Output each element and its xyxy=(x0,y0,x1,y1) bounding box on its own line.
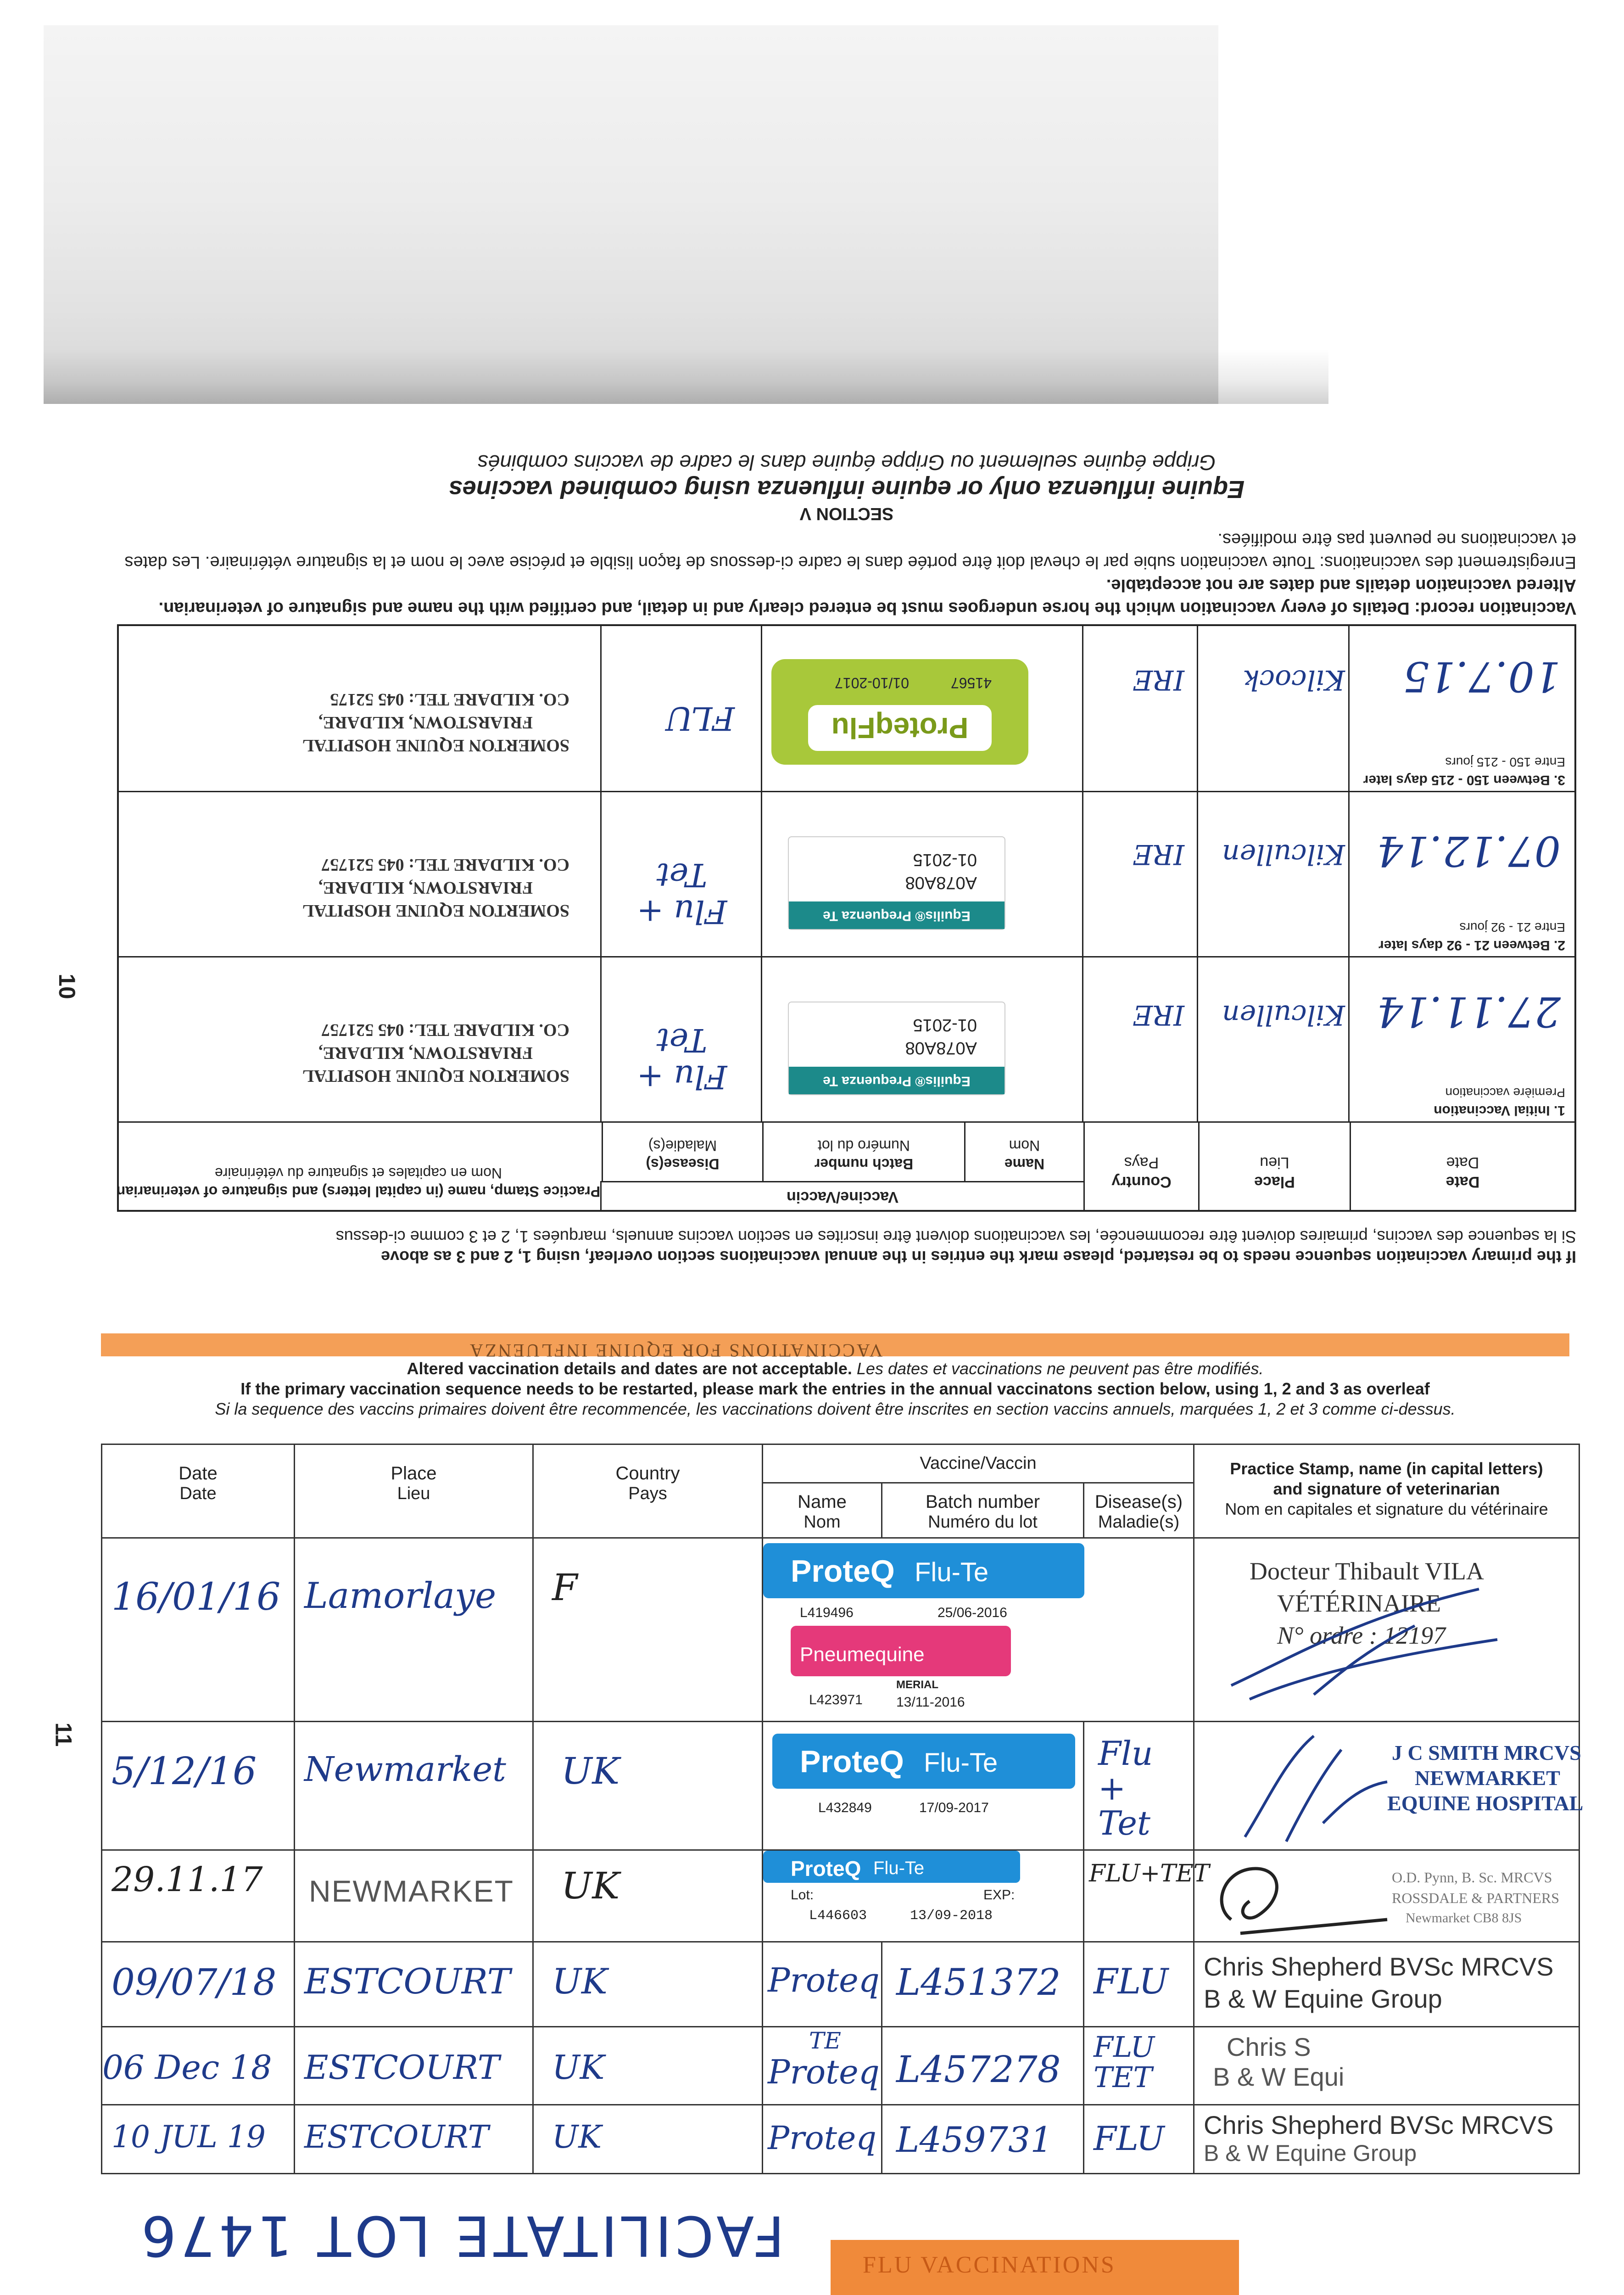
stamp-line: B & W Equine Group xyxy=(1204,1984,1442,2013)
cell-date xyxy=(102,1722,295,1850)
sticker-sub: Flu-Te xyxy=(873,1858,925,1878)
header-date-fr: Date xyxy=(179,1484,217,1503)
table-row xyxy=(102,2027,1579,2105)
cell-disease xyxy=(1084,1942,1194,2027)
row-name-top: TE xyxy=(809,2027,841,2054)
row-country: UK xyxy=(561,1750,620,1792)
page10-row3-date-cell xyxy=(1348,624,1574,792)
sticker-lot: L423971 xyxy=(809,1692,863,1707)
bottom-orange-text: FLU VACCINATIONS xyxy=(863,2252,1116,2278)
header-stamp: Practice Stamp, name (in capital letters) and signature of veterinarian xyxy=(1230,1459,1543,1498)
header-name-fr: Nom xyxy=(804,1512,841,1532)
cell-stamp xyxy=(1194,1942,1579,2027)
cell-stamp xyxy=(1194,1722,1584,1850)
row-disease: FLU TET xyxy=(1094,2030,1155,2094)
page10-row-2 xyxy=(119,791,1574,957)
page10-row2-stamp-cell xyxy=(115,792,602,957)
vaccine-sticker xyxy=(788,836,1005,930)
header-stamp-fr: Nom en capitales et signature du vétérinaire xyxy=(1225,1500,1548,1518)
stamp-line: EQUINE HOSPITAL xyxy=(1387,1791,1584,1815)
cell-place xyxy=(295,2105,533,2174)
page10-row3-vaccine-cell xyxy=(761,624,1083,792)
sticker-brand: ProteQ xyxy=(791,1857,861,1881)
stamp-line: B & W Equine Group xyxy=(1204,2140,1417,2166)
stamp-line: Chris S xyxy=(1227,2032,1311,2061)
col-batch-header xyxy=(882,1483,1084,1538)
col-country-header xyxy=(533,1444,763,1538)
proteq-sticker xyxy=(763,1543,1084,1598)
row-name: Proteq xyxy=(768,2053,880,2091)
restart-fr: Si la sequence des vaccins primaires doivent être recommencée, les vaccinations doivent être inscrites en section vaccins annuels, marquées 1, 2 et 3 comme ci-dessus. xyxy=(215,1399,1456,1418)
stamp-line: N° ordre : 12197 xyxy=(1277,1622,1446,1649)
altered-line xyxy=(101,1359,1569,1379)
stamp-line: B & W Equi xyxy=(1213,2062,1345,2091)
vaccine-sticker xyxy=(771,659,1028,765)
page10-row3-country-cell xyxy=(1082,624,1198,792)
stamp-line: ROSSDALE & PARTNERS xyxy=(1392,1890,1559,1906)
sticker-brand: ProteqFlu xyxy=(808,705,992,751)
header-vaccine: Vaccine/Vaccin xyxy=(920,1454,1037,1473)
row-date: 10.7.15 xyxy=(1403,652,1561,700)
sticker-exp: 17/09-2017 xyxy=(919,1800,989,1815)
sticker-lot: L446603 xyxy=(809,1908,867,1924)
sticker-batch: 41567 xyxy=(951,675,992,691)
cell-stamp xyxy=(1194,2027,1579,2105)
sticker-sub: Flu-Te xyxy=(915,1557,989,1587)
sticker-brand: ProteQ xyxy=(791,1554,895,1589)
col-stamp-header xyxy=(1194,1444,1579,1538)
cell-country xyxy=(533,1942,763,2027)
sticker-exp: 13/09-2018 xyxy=(910,1908,993,1924)
col-disease-header xyxy=(1084,1483,1194,1538)
sticker-exp: 01-2015 xyxy=(913,1015,977,1035)
table-row xyxy=(102,1722,1579,1850)
col-date-header xyxy=(102,1444,295,1538)
sticker-brand: Equilis® Prequenza Te xyxy=(789,1067,1005,1094)
row-place: Kilcullen xyxy=(1222,838,1345,870)
section-title: Equine influenza only or equine influenza using combined vaccines xyxy=(448,476,1245,503)
row-date: 29.11.17 xyxy=(112,1860,263,1899)
page10-row2-date-cell xyxy=(1348,792,1574,957)
stamp-line: SOMERTON EQUINE HOSPITAL xyxy=(302,901,569,920)
cell-country xyxy=(533,2105,763,2174)
cell-disease xyxy=(1084,1722,1194,1850)
orange-banner-strip xyxy=(101,1333,1569,1361)
row-place: Lamorlaye xyxy=(304,1575,497,1617)
row-place: NEWMARKET xyxy=(309,1874,514,1908)
page10-row3-disease-cell xyxy=(600,624,762,792)
sticker-exp: 25/06-2016 xyxy=(938,1605,1007,1620)
row-date: 10 JUL 19 xyxy=(112,2119,266,2155)
row-place: ESTCOURT xyxy=(304,2048,500,2087)
cell-vaccine xyxy=(763,1850,1084,1942)
page10-col-name: Name Nom xyxy=(964,1123,1083,1182)
page10-row1-country-cell xyxy=(1082,957,1198,1123)
sticker-lot: L432849 xyxy=(818,1800,872,1815)
row-name: Proteq xyxy=(768,2119,877,2157)
row-place: Kilcock xyxy=(1243,664,1345,696)
page10-row1-stamp-cell xyxy=(115,957,602,1123)
stamp-line: Newmarket CB8 8JS xyxy=(1406,1910,1522,1926)
page11-instructions xyxy=(101,1359,1569,1419)
page-number-10: 10 xyxy=(54,974,80,999)
sticker-batch: A078A08 xyxy=(905,873,977,892)
row-batch: L459731 xyxy=(896,2119,1053,2160)
row-batch: L457278 xyxy=(896,2048,1061,2091)
page10-col-place: Place Lieu xyxy=(1198,1123,1350,1210)
section-label: SECTION V xyxy=(799,504,894,523)
col-vaccine-header xyxy=(763,1444,1194,1483)
table-header-row xyxy=(102,1444,1579,1483)
cell-place xyxy=(295,1850,533,1942)
header-country: Country xyxy=(615,1463,680,1483)
page10-row-3 xyxy=(119,624,1574,792)
row-country: IRE xyxy=(1133,999,1184,1031)
bottom-orange-tab xyxy=(831,2240,1239,2295)
row-country: UK xyxy=(561,1864,620,1907)
instruction-en: If the primary vaccination sequence needs to be restarted, please mark the entries in the annual vaccinations section overleaf, using 1, 2 and 3 as above xyxy=(381,1248,1576,1266)
bottom-handwritten-note: FACILITATE LOT 1476 xyxy=(138,2203,785,2267)
page10-section-title-block xyxy=(346,450,1347,523)
col-place-header xyxy=(295,1444,533,1538)
row-place: ESTCOURT xyxy=(304,2119,489,2155)
stamp-line: FRIARSTOWN, KILDARE, xyxy=(318,1043,533,1063)
cell-batch xyxy=(882,2105,1084,2174)
cell-place xyxy=(295,1942,533,2027)
header-batch-fr: Numéro du lot xyxy=(928,1512,1038,1532)
cell-disease xyxy=(1084,2027,1194,2105)
row-label: 1. Initial Vaccination xyxy=(1434,1103,1565,1118)
page10-row2-vaccine-cell xyxy=(761,792,1083,957)
row-disease: FLU+TET xyxy=(1089,1860,1210,1887)
page10-restart-instructions xyxy=(117,1226,1576,1267)
cell-country xyxy=(533,1722,763,1850)
row-disease: FLU xyxy=(1094,2119,1165,2158)
row-place: ESTCOURT xyxy=(304,1961,511,2002)
header-disease: Disease(s) xyxy=(1094,1492,1183,1512)
cell-date xyxy=(102,2027,295,2105)
banner-text: VACCINATIONS FOR EQUINE INFLUENZA xyxy=(468,1340,883,1361)
cell-date xyxy=(102,1538,295,1722)
page10-table-header xyxy=(116,1121,1574,1210)
sticker-brand: Pneumequine xyxy=(800,1643,925,1666)
sticker-brand: Equilis® Prequenza Te xyxy=(789,901,1005,929)
header-place: Place xyxy=(391,1463,437,1483)
cell-date xyxy=(102,1850,295,1942)
stamp-line: FRIARSTOWN, KILDARE, xyxy=(318,713,533,732)
row-disease: Flu + Tet xyxy=(636,1021,727,1096)
sticker-sub: Flu-Te xyxy=(924,1748,998,1778)
cell-place xyxy=(295,2027,533,2105)
table-row xyxy=(102,2105,1579,2174)
page10-row3-stamp-cell xyxy=(115,624,602,792)
col-name-header xyxy=(763,1483,882,1538)
cell-date xyxy=(102,2105,295,2174)
stamp-line: Chris Shepherd BVSc MRCVS xyxy=(1204,2110,1554,2139)
vet-signature xyxy=(1222,1580,1507,1708)
cell-batch xyxy=(882,1942,1084,2027)
page10-row1-vaccine-cell xyxy=(761,957,1083,1123)
page10-row1-date-cell xyxy=(1348,957,1574,1123)
stamp-line: NEWMARKET xyxy=(1415,1766,1560,1790)
vet-signature xyxy=(1231,1731,1396,1846)
header-batch: Batch number xyxy=(925,1492,1040,1512)
page10-row2-place-cell xyxy=(1197,792,1350,957)
cell-country xyxy=(533,2027,763,2105)
cell-name xyxy=(763,1942,882,2027)
sticker-exp: 13/11-2016 xyxy=(896,1695,965,1710)
vaccine-sticker xyxy=(788,1002,1005,1095)
row-country: F xyxy=(552,1566,578,1609)
altered-en: Altered vaccination details and dates are not acceptable. xyxy=(407,1359,852,1378)
cell-stamp xyxy=(1194,1850,1579,1942)
row-date: 5/12/16 xyxy=(112,1750,257,1793)
stamp-line: Chris Shepherd BVSc MRCVS xyxy=(1204,1952,1554,1981)
cell-vaccine xyxy=(763,1722,1084,1850)
stamp-line: VÉTÉRINAIRE xyxy=(1277,1590,1441,1617)
page-10-rotated xyxy=(116,451,1576,1266)
stamp-line: CO. KILDARE TEL: 045 52175 xyxy=(330,690,569,709)
cell-place xyxy=(295,1722,533,1850)
page10-col-disease: Disease(s) Maladie(s) xyxy=(602,1123,762,1182)
sticker-maker: MERIAL xyxy=(896,1679,938,1691)
record-text-fr: Enregistrement des vaccinations: Toute vaccination subie par le cheval doit être portée dans le cadre ci-dessous de façon lisible et précise avec le nom et la signature vétérinaire. Les dates et vaccinations ne peuvent pas être modifiées. xyxy=(124,530,1576,572)
stamp-line: SOMERTON EQUINE HOSPITAL xyxy=(302,736,569,755)
cell-date xyxy=(102,1942,295,2027)
row-date: 07.12.14 xyxy=(1377,827,1561,875)
cell-place xyxy=(295,1538,533,1722)
row-date: 16/01/16 xyxy=(112,1575,281,1619)
sticker-exp: 01-2015 xyxy=(913,850,977,869)
row-date: 09/07/18 xyxy=(112,1961,277,2004)
sticker-lot: L419496 xyxy=(800,1605,854,1620)
stamp-line: O.D. Pynn, B. Sc. MRCVS xyxy=(1392,1869,1552,1886)
row-batch: L451372 xyxy=(896,1961,1061,2004)
sticker-batch: A078A08 xyxy=(905,1038,977,1058)
row-label-fr: Première vaccination xyxy=(1445,1086,1565,1100)
page10-vaccination-table xyxy=(117,624,1576,1212)
scan-shadow-area xyxy=(44,25,1218,404)
header-date: Date xyxy=(179,1463,218,1483)
stamp-line: SOMERTON EQUINE HOSPITAL xyxy=(302,1066,569,1086)
page10-row3-place-cell xyxy=(1197,624,1350,792)
page10-col-vaccine: Vaccine/Vaccin xyxy=(600,1181,1083,1210)
row-disease: FLU xyxy=(665,700,735,737)
section-subtitle: Grippe équine seulement ou Grippe équine dans le cadre de vaccins combinés xyxy=(477,451,1216,475)
sticker-exp: 01/10-2017 xyxy=(835,675,909,691)
row-label-fr: Entre 21 - 92 jours xyxy=(1459,920,1565,935)
page10-record-text xyxy=(117,528,1576,620)
cell-batch xyxy=(882,2027,1084,2105)
stamp-line: Docteur Thibault VILA xyxy=(1250,1557,1484,1585)
cell-stamp xyxy=(1194,2105,1579,2174)
row-country: UK xyxy=(552,1961,608,2002)
page10-row2-disease-cell xyxy=(600,792,762,957)
sticker-exp-label: EXP: xyxy=(983,1887,1015,1903)
row-date: 06 Dec 18 xyxy=(102,2048,272,2087)
row-disease: FLU xyxy=(1094,1961,1169,2002)
table-row xyxy=(102,1942,1579,2027)
row-date: 27.11.14 xyxy=(1377,987,1561,1036)
sticker-lot-label: Lot: xyxy=(791,1887,814,1903)
stamp-line: CO. KILDARE TEL: 045 521757 xyxy=(321,1020,569,1040)
cell-country xyxy=(533,1850,763,1942)
row-place: Kilcullen xyxy=(1222,999,1345,1031)
altered-fr: Les dates et vaccinations ne peuvent pas être modifiés. xyxy=(856,1359,1264,1378)
row-country: IRE xyxy=(1133,664,1184,696)
page10-row1-disease-cell xyxy=(600,957,762,1123)
row-label-fr: Entre 150 - 215 jours xyxy=(1445,755,1565,769)
page10-row1-place-cell xyxy=(1197,957,1350,1123)
header-country-fr: Pays xyxy=(628,1484,667,1503)
cell-name xyxy=(763,2027,882,2105)
page10-row-1 xyxy=(119,956,1574,1123)
page10-col-stamp: Practice Stamp, name (in capital letters) and signature of veterinarian Nom en capitales et signature du vétérinaire xyxy=(116,1165,601,1200)
stamp-line: J C SMITH MRCVS xyxy=(1392,1741,1581,1764)
pneumequine-sticker xyxy=(791,1626,1011,1676)
page10-col-country: Country Pays xyxy=(1083,1123,1198,1210)
table-row xyxy=(102,1538,1579,1722)
row-country: UK xyxy=(552,2119,602,2155)
proteq-sticker xyxy=(763,1851,1020,1883)
cell-country xyxy=(533,1538,763,1722)
page10-row2-country-cell xyxy=(1082,792,1198,957)
row-disease: Flu + Tet xyxy=(1098,1734,1153,1842)
row-label: 3. Between 150 - 215 days later xyxy=(1363,772,1565,788)
stamp-line: FRIARSTOWN, KILDARE, xyxy=(318,878,533,897)
restart-en: If the primary vaccination sequence needs to be restarted, please mark the entries in the annual vaccinatons section below, using 1, 2 and 3 as overleaf xyxy=(240,1379,1430,1398)
sticker-brand: ProteQ xyxy=(800,1744,904,1779)
row-country: IRE xyxy=(1133,838,1184,870)
row-name: Proteq xyxy=(768,1961,880,1999)
header-place-fr: Lieu xyxy=(397,1484,430,1503)
page10-col-batch: Batch number Numéro du lot xyxy=(762,1123,964,1182)
vet-signature xyxy=(1204,1855,1396,1942)
row-country: UK xyxy=(552,2048,605,2087)
table-row xyxy=(102,1850,1579,1942)
instruction-fr: Si la sequence des vaccins, primaires doivent être recommencée, les vaccinations doivent être inscrites en section vaccins annuels, marquées 1, 2 et 3 comme ci-dessus xyxy=(335,1227,1576,1246)
cell-disease xyxy=(1084,2105,1194,2174)
row-label: 2. Between 21 - 92 days later xyxy=(1378,938,1565,953)
page-number-11: 11 xyxy=(50,1722,77,1747)
scan-edge-shadow xyxy=(44,349,1328,404)
cell-name xyxy=(763,2105,882,2174)
stamp-line: CO. KILDARE TEL: 045 521757 xyxy=(321,855,569,874)
cell-vaccine xyxy=(763,1538,1194,1722)
row-place: Newmarket xyxy=(304,1750,506,1789)
cell-stamp xyxy=(1194,1538,1579,1722)
record-text-en: Vaccination record: Details of every vaccination which the horse undergoes must be entered clearly and in detail, and certified with the name and signature of veterinarian. Altered vaccination details and dates are not acceptable. xyxy=(158,576,1576,618)
cell-disease xyxy=(1084,1850,1210,1942)
proteq-sticker xyxy=(772,1734,1075,1789)
row-disease: Flu + Tet xyxy=(636,856,727,930)
page10-col-date: Date Date xyxy=(1350,1123,1574,1210)
header-disease-fr: Maladie(s) xyxy=(1098,1512,1180,1532)
header-name: Name xyxy=(798,1492,847,1512)
page11-vaccination-table xyxy=(101,1444,1584,2174)
